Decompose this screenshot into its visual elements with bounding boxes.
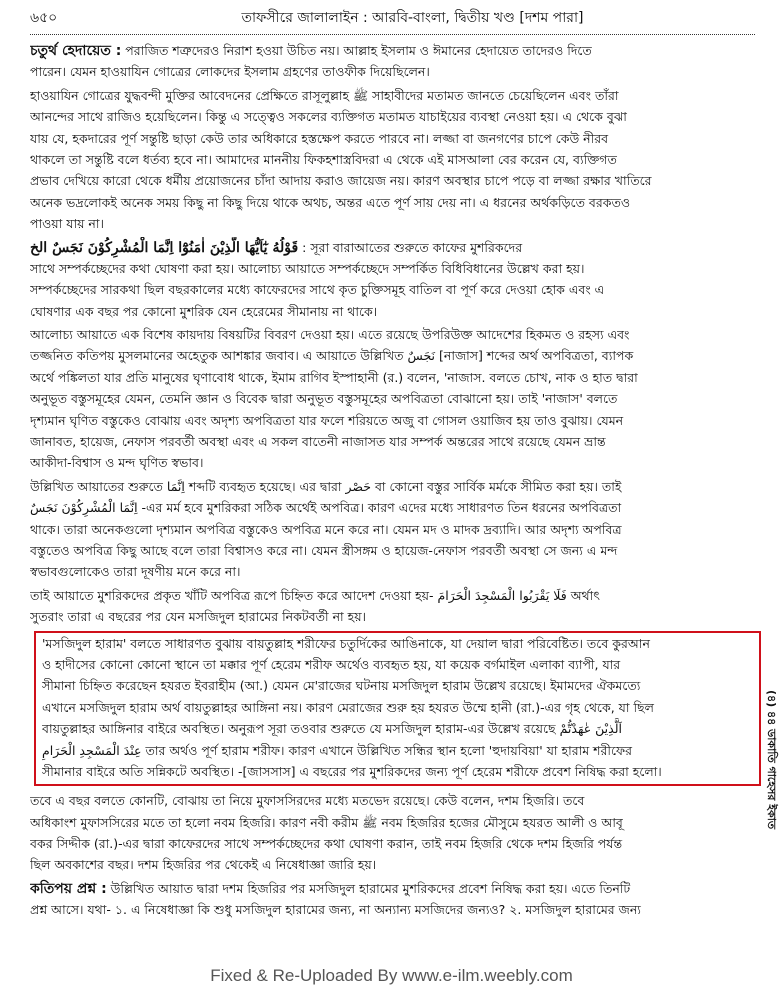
line-text: থাকলে তা সন্তুষ্টি বলে ধর্তব্য হবে না। আমাদের মাননীয় ফিকহশাস্ত্রবিদরা এ থেকে এই মাসআলা বের করেন যে, ব্যক্তিগত	[30, 151, 617, 167]
text-line	[30, 170, 755, 191]
line-text: উল্লিখিত আয়াতের শুরুতে اِنَّمَا শব্দটি ব্যবহৃত হয়েছে। এর দ্বারা حَصْر বা কোনো বস্তুর সার্বিক মর্মকে সীমিত করা হয়। তাই	[30, 478, 622, 494]
text-line	[42, 740, 753, 761]
line-text: স্বভাবগুলোকেও তারা দূষণীয় মনে করে না।	[30, 564, 241, 580]
line-text: সুতরাং তারা এ বছরের পর যেন মসজিদুল হারামের নিকটবর্তী না হয়।	[30, 609, 367, 625]
paragraph	[30, 40, 755, 83]
line-text: عِنْدَ الْمَسْجِدِ الْحَرَامِ তার অর্থও পূর্ণ হারাম শরীফ। কারণ এখানে উল্লিখিত সন্ধির স্থান হলো 'হুদায়বিয়া' যা হারাম শরীফের	[42, 742, 632, 758]
paragraph-lead: কতিপয় প্রশ্ন :	[30, 880, 107, 897]
line-text: সম্পর্কচ্ছেদের সারকথা ছিল বছরকালের মধ্যে কাফেরদের সাথে কৃত চুক্তিসমূহ বাতিল বা পূর্ণ করে দেওয়া হোক এবং এ	[30, 282, 605, 298]
paragraph	[30, 324, 755, 474]
line-text: দৃশ্যমান ঘৃণিত বস্তুকেও বোঝায় এবং অদৃশ্য অপবিত্রতা যার ফলে শরিয়তে অজু বা গোসল ওয়াজিব হয় তাও বুঝায়। যেমন	[30, 412, 624, 428]
text-line	[30, 519, 755, 540]
paragraph	[42, 633, 753, 783]
line-text: সীমানার বাইরে অতি সন্নিকটে অবস্থিত। -[জাসসাস] এ বছরের পর মুশরিকদের জন্য পূর্ণ হেরেম শরীফে প্রবেশ নিষিদ্ধ করা হলো।	[42, 763, 662, 779]
text-line	[30, 324, 755, 345]
text-line	[30, 476, 755, 497]
text-line	[30, 85, 755, 106]
line-text: যায় যে, হকদারের পূর্ণ সন্তুষ্টি ছাড়া কেউ তার অধিকারে হস্তক্ষেপ করতে পারবে না। লজ্জা বা জনগণের চাপে কেউ নীরব	[30, 130, 609, 146]
paragraph	[30, 476, 755, 583]
margin-stamp: (৪) ৪৪ ডাকাতি গাহেসর ইকাত	[765, 690, 778, 830]
line-text: পারেন। যেমন হাওয়াযিন গোত্রের লোকদের ইসলাম গ্রহণের তাওফীক দিয়েছিলেন।	[30, 64, 430, 80]
arabic-verse: قَوْلُهُ يٰٓاَيُّهَا الَّذِيْنَ اٰمَنُوْٓا اِنَّمَا الْمُشْرِكُوْنَ نَجَسٌ الخ	[30, 239, 299, 256]
text-line	[30, 854, 755, 875]
text-line	[30, 497, 755, 518]
paragraph	[30, 585, 755, 628]
text-line	[30, 106, 755, 127]
text-line	[30, 61, 755, 82]
line-text: প্রভাব দেখিয়ে কারো থেকে ধর্মীয় প্রয়োজনের চাঁদা আদায় করাও জায়েজ নয়। কারণ অবস্থার চাপে পড়ে বা লজ্জা রক্ষার খাতিরে	[30, 173, 652, 189]
line-text: ছিল অবকাশের বছর। দশম হিজরির পর থেকেই এ নিষেধাজ্ঞা জারি হয়।	[30, 857, 377, 873]
line-text: বায়তুল্লাহর আঙ্গিনার বাইরে অবস্থিত। অনুরূপ সূরা তওবার শুরুতে যে মসজিদুল হারাম-এর উল্লেখ রয়েছে اَلَّذِيْنَ عٰهَدْتُّمْ	[42, 721, 622, 737]
line-text: অনেক ভদ্রলোকই অনেক সময় কিছু না কিছু দিয়ে থাকে অথচ, অন্তর এতে পূর্ণ সায় দেয় না। এ ধরনের অর্থকড়িতে বরকতও	[30, 194, 631, 210]
line-text: সীমানা চিহ্নিত করেছেন হযরত ইবরাহীম (আ.) যেমন মে'রাজের ঘটনায় মসজিদুল হারাম উল্লেখ রয়েছে। ইমামদের ঐকমত্যে	[42, 678, 641, 694]
line-text: থাকে। তারা অনেকগুলো দৃশ্যমান অপবিত্র বস্তুকেও অপবিত্র মনে করে না। যেমন মদ ও মাদক দ্রব্যাদি। আর অদৃশ্য অপবিত্র	[30, 521, 622, 537]
line-text: ও হাদীসের কোনো কোনো স্থানে তা মক্কার পূর্ণ হেরেম শরীফ অর্থেও ব্যবহৃত হয়, যা কয়েক বর্গমাইল এলাকা ব্যাপী, যার	[42, 656, 621, 672]
line-text: প্রশ্ন আসে। যথা- ১. এ নিষেধাজ্ঞা কি শুধু মসজিদুল হারামের জন্য, না অন্যান্য মসজিদের জন্যও? ২. মসজিদুল হারামের জন্য	[30, 902, 641, 918]
line-text: পরাজিত শত্রুদেরও নিরাশ হওয়া উচিত নয়। আল্লাহ ইসলাম ও ঈমানের হেদায়েত তাদেরও দিতে	[125, 43, 592, 58]
text-line	[30, 192, 755, 213]
line-text: উল্লিখিত আয়াত দ্বারা দশম হিজরির পর মসজিদুল হারামের মুশরিকদের প্রবেশ নিষিদ্ধ করা হয়। এতে তিনটি	[110, 880, 631, 896]
page-body	[30, 40, 755, 923]
text-line	[42, 697, 753, 718]
text-line	[42, 718, 753, 739]
page-header	[30, 6, 755, 28]
line-text: পাওয়া যায় না।	[30, 216, 104, 232]
running-title: তাফসীরে জালালাইন : আরবি-বাংলা, দ্বিতীয় খণ্ড [দশম পারা]	[241, 10, 584, 26]
line-text: অনুভূত বস্তুসমূহের যেমন, তেমনি জ্ঞান ও বিবেক দ্বারা অনুভূত বস্তুসমূহের অপবিত্রতা বোঝানো হয়। তাই 'নাজাস' বলতে	[30, 391, 618, 407]
line-text: তাই আয়াতে মুশরিকদের প্রকৃত খাঁটি অপবিত্র রূপে চিহ্নিত করে আদেশ দেওয়া হয়- فَلَا يَقْرَبُوا الْمَسْجِدَ الْحَرَامَ অর্থাৎ	[30, 587, 600, 603]
text-line	[30, 540, 755, 561]
highlighted-passage	[34, 631, 761, 787]
text-line	[30, 410, 755, 431]
paragraph	[30, 878, 755, 921]
text-line	[30, 149, 755, 170]
text-line	[42, 761, 753, 782]
text-line	[30, 561, 755, 582]
line-text: اِنَّمَا الْمُشْرِكُوْنَ نَجَسٌ -এর মর্ম হবে মুশরিকরা সঠিক অর্থেই অপবিত্র। কারণ এদের মধ্যে সাধারণত তিন ধরনের অপবিত্রতা	[30, 500, 622, 516]
text-line	[30, 606, 755, 627]
line-text: তজ্জনিত কতিপয় মুসলমানের অহেতুক আশঙ্কার জবাব। এ আয়াতে উল্লিখিত نَجَسٌ [নাজাস] শব্দের অর্থ অপবিত্রতা, ব্যাপক	[30, 348, 634, 364]
text-line	[30, 40, 755, 61]
line-text: বকর সিদ্দীক (রা.)-এর দ্বারা কাফেরদের সাথে সম্পর্কচ্ছেদের কথা ঘোষণা করান, তাই নবম হিজরি থেকে দশম হিজরি পর্যন্ত	[30, 836, 623, 852]
paragraph	[30, 790, 755, 876]
header-divider	[30, 34, 755, 35]
text-line	[30, 833, 755, 854]
text-line	[42, 654, 753, 675]
paragraph-lead: চতুর্থ হেদায়েত :	[30, 43, 122, 59]
text-line	[30, 388, 755, 409]
line-text: এখানে মসজিদুল হারাম অর্থ বায়তুল্লাহর আঙ্গিনা নয়। কারণ মেরাজের শুরু হয় হযরত উম্মে হানী (রা.)-এর গৃহ থেকে, যা ছিল	[42, 699, 654, 715]
text-line	[42, 675, 753, 696]
text-line	[30, 301, 755, 322]
text-line	[30, 279, 755, 300]
text-line	[30, 431, 755, 452]
paragraph	[30, 85, 755, 235]
line-text: হাওয়াযিন গোত্রের যুদ্ধবন্দী মুক্তির আবেদনের প্রেক্ষিতে রাসূলুল্লাহ ﷺ সাহাবীদের মতামত জানতে চেয়েছিলেন এবং তাঁরা	[30, 87, 619, 103]
text-line	[30, 899, 755, 920]
text-line	[30, 585, 755, 606]
text-line	[30, 452, 755, 473]
line-text: আকীদা-বিশ্বাস ও মন্দ ঘৃণিত স্বভাব।	[30, 455, 204, 471]
line-text: অধিকাংশ মুফাসসিরের মতে তা হলো নবম হিজরি। কারণ নবী করীম ﷺ নবম হিজরির হজের মৌসুমে হযরত আলী ও আবূ	[30, 814, 623, 830]
line-text: আলোচ্য আয়াতে এক বিশেষ কায়দায় বিষয়টির বিবরণ দেওয়া হয়। এতে রয়েছে উপরিউক্ত আদেশের হিকমত ও রহস্য এবং	[30, 327, 630, 343]
text-line	[30, 790, 755, 811]
line-text: বস্তুতেও অপবিত্র কিছু আছে বলে তারা বিশ্বাসও করে না। যেমন স্ত্রীসঙ্গম ও হায়েজ-নেফাস পরবর্তী অবস্থা সে জন্য এ মন্দ	[30, 542, 618, 558]
text-line	[30, 213, 755, 234]
text-line	[30, 878, 755, 899]
line-text: জানাবত, হায়েজ, নেফাস পরবর্তী অবস্থা এবং এ সকল বাতেনী নাজাসত যার সম্পর্ক অন্তরের সাথে রয়েছে যেমন ভ্রান্ত	[30, 434, 606, 450]
line-text: সাথে সম্পর্কচ্ছেদের কথা ঘোষণা করা হয়। আলোচ্য আয়াতে সম্পর্কচ্ছেদে সম্পর্কিত বিধিবিধানের উল্লেখ করা হয়।	[30, 260, 585, 276]
text-line	[30, 237, 755, 258]
line-text: তবে এ বছর বলতে কোনটি, বোঝায় তা নিয়ে মুফাসসিরদের মধ্যে মতভেদ রয়েছে। কেউ বলেন, দশম হিজরি। তবে	[30, 793, 585, 809]
footer-watermark: Fixed & Re-Uploaded By www.e-ilm.weebly.com	[210, 966, 573, 985]
page-number: ৬৫০	[30, 10, 58, 26]
line-text: অর্থে পঙ্কিলতা যার প্রতি মানুষের ঘৃণাবোধ থাকে, ইমাম রাগিব ইস্পাহানী (র.) বলেন, 'নাজাস. বলতে চোখ, নাক ও হাত দ্বারা	[30, 369, 638, 385]
line-text: : সূরা বারাআতের শুরুতে কাফের মুশরিকদের	[302, 239, 523, 255]
paragraph	[30, 237, 755, 323]
text-line	[42, 633, 753, 654]
text-line	[30, 128, 755, 149]
text-line	[30, 345, 755, 366]
line-text: 'মসজিদুল হারাম' বলতে সাধারণত বুঝায় বায়তুল্লাহ শরীফের চতুর্দিকের আঙিনাকে, যা দেয়াল দ্বারা পরিবেষ্টিত। তবে কুরআন	[42, 635, 650, 651]
text-line	[30, 812, 755, 833]
text-line	[30, 367, 755, 388]
line-text: আনন্দের সাথে রাজিও হয়েছিলেন। কিন্তু এ সত্ত্বেও সকলের ব্যক্তিগত মতামত যাচাইয়ের ব্যবস্থা নেওয়া হয়। এ থেকে বুঝা	[30, 109, 627, 125]
text-line	[30, 258, 755, 279]
line-text: ঘোষণার এক বছর পর কোনো মুশরিক যেন হেরেমের সীমানায় না থাকে।	[30, 303, 378, 319]
